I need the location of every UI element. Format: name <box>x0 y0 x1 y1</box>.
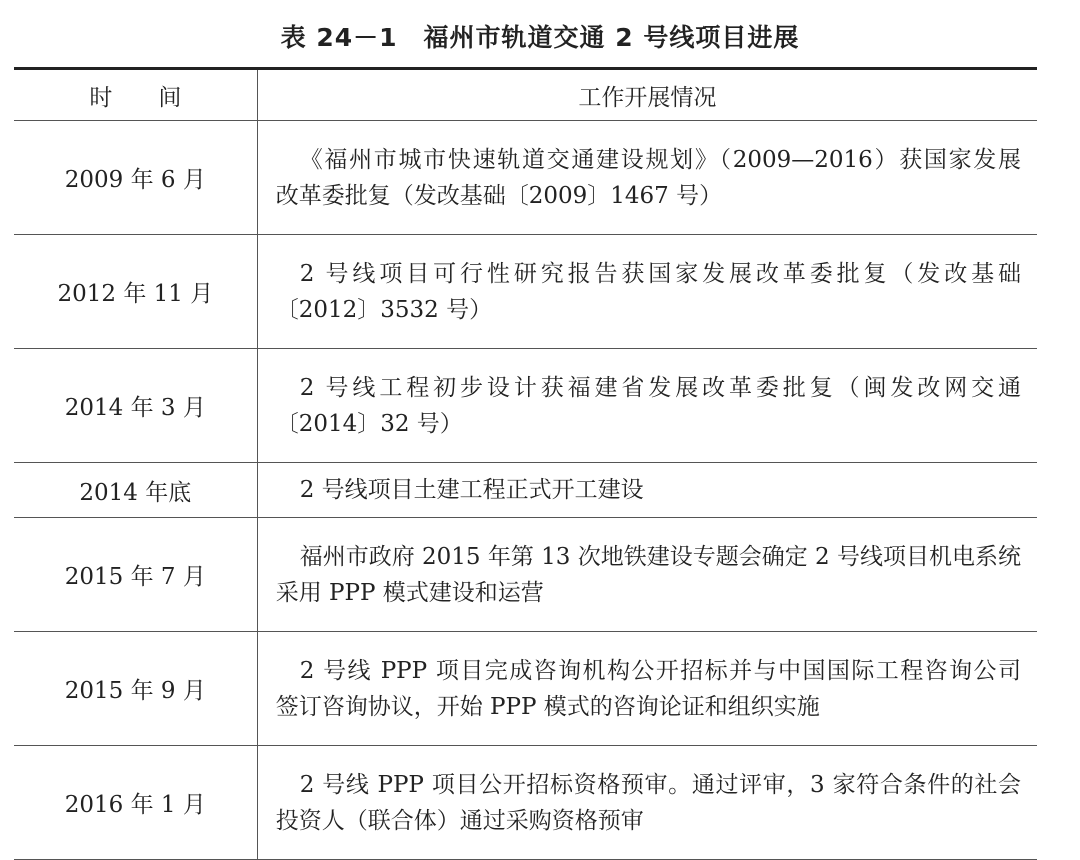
row-time: 2015 年 7 月 <box>14 518 257 632</box>
table-row <box>14 463 1037 518</box>
row-description <box>257 632 1037 746</box>
table-header-row <box>14 69 1037 121</box>
row-time: 2016 年 1 月 <box>14 746 257 860</box>
header-work: 工作开展情况 <box>578 84 717 111</box>
row-time: 2015 年 9 月 <box>14 632 257 746</box>
table-row <box>14 235 1037 349</box>
row-description <box>257 121 1037 235</box>
description-line: 〔2012〕3532 号） <box>275 296 493 323</box>
description-line: 2 号线 PPP 项目公开招标资格预审。通过评审，3 家符合条件的社会 <box>299 771 1021 798</box>
description-line: 《福州市城市快速轨道交通建设规划》（2009—2016）获国家发展 <box>299 146 1021 173</box>
description-line: 2 号线工程初步设计获福建省发展改革委批复（闽发改网交通 <box>299 374 1021 401</box>
header-time: 时 间 <box>14 69 257 121</box>
row-description <box>257 463 1037 518</box>
row-description <box>257 235 1037 349</box>
table-row <box>14 518 1037 632</box>
table-title: 表 24－1 福州市轨道交通 2 号线项目进展 <box>280 23 800 52</box>
row-description <box>257 349 1037 463</box>
description-line: 2 号线 PPP 项目完成咨询机构公开招标并与中国国际工程咨询公司 <box>299 657 1021 684</box>
description-line: 2 号线项目可行性研究报告获国家发展改革委批复（发改基础 <box>299 260 1021 287</box>
table-row <box>14 632 1037 746</box>
description-line: 2 号线项目土建工程正式开工建设 <box>299 477 644 503</box>
row-description <box>257 518 1037 632</box>
row-time: 2009 年 6 月 <box>14 121 257 235</box>
description-line: 投资人（联合体）通过采购资格预审 <box>275 807 644 834</box>
description-line: 〔2014〕32 号） <box>275 410 463 437</box>
description-line: 签订咨询协议，开始 PPP 模式的咨询论证和组织实施 <box>275 693 820 720</box>
table-row <box>14 349 1037 463</box>
progress-table <box>14 67 1037 860</box>
row-time: 2014 年 3 月 <box>14 349 257 463</box>
table-row <box>14 746 1037 860</box>
row-time: 2014 年底 <box>14 463 257 518</box>
description-line: 福州市政府 2015 年第 13 次地铁建设专题会确定 2 号线项目机电系统 <box>299 543 1021 570</box>
row-description <box>257 746 1037 860</box>
row-time: 2012 年 11 月 <box>14 235 257 349</box>
table-row <box>14 121 1037 235</box>
description-line: 改革委批复（发改基础〔2009〕1467 号） <box>275 182 723 209</box>
description-line: 采用 PPP 模式建设和运营 <box>275 579 544 606</box>
